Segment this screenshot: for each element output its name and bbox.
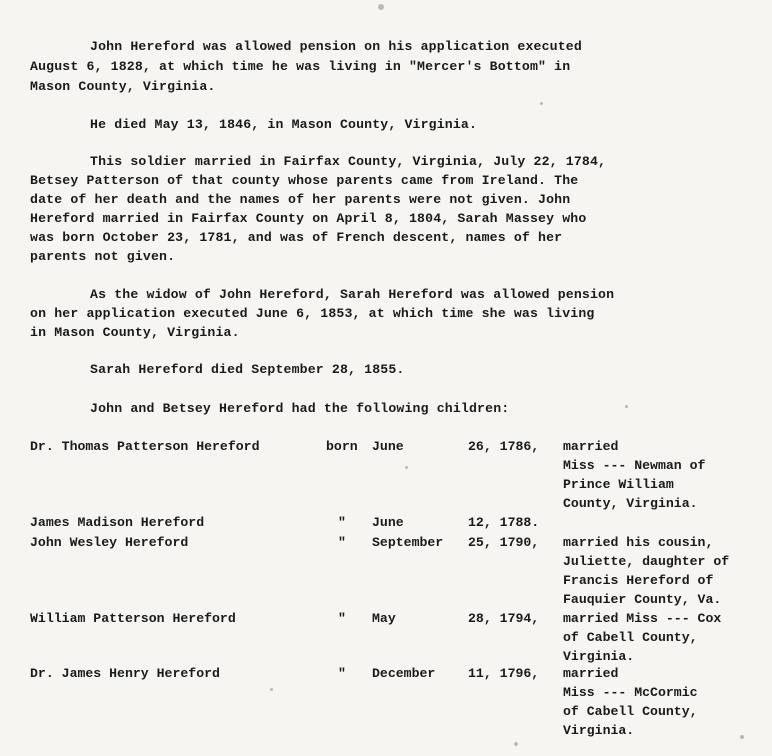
child-birth-month: May	[372, 611, 396, 626]
para2-line1: He died May 13, 1846, in Mason County, Virginia.	[90, 117, 478, 132]
child-birth-date: 26, 1786,	[468, 439, 540, 454]
speck	[378, 4, 384, 10]
child-birth-month: June	[372, 439, 404, 454]
child-note: Miss --- McCormic	[563, 685, 698, 700]
child-name: John Wesley Hereford	[30, 535, 189, 550]
speck	[405, 466, 408, 469]
child-birth-month: June	[372, 515, 404, 530]
child-note: of Cabell County,	[563, 704, 698, 719]
child-born: "	[338, 611, 346, 626]
child-birth-date: 28, 1794,	[468, 611, 540, 626]
speck	[625, 405, 628, 408]
child-note: County, Virginia.	[563, 496, 698, 511]
speck	[514, 742, 518, 746]
child-birth-month: September	[372, 535, 444, 550]
child-born: "	[338, 515, 346, 530]
speck	[740, 735, 744, 739]
child-note: Miss --- Newman of	[563, 458, 706, 473]
child-note: Prince William	[563, 477, 674, 492]
para3-line4: Hereford married in Fairfax County on April 8, 1804, Sarah Massey who	[30, 211, 587, 226]
child-born: born	[326, 439, 358, 454]
child-birth-date: 11, 1796,	[468, 666, 540, 681]
child-birth-date: 12, 1788.	[468, 515, 540, 530]
child-note: married	[563, 439, 619, 454]
child-born: "	[338, 666, 346, 681]
para4-line2: on her application executed June 6, 1853, at which time she was living	[30, 306, 595, 321]
speck	[540, 102, 543, 105]
para5-line1: Sarah Hereford died September 28, 1855.	[90, 362, 405, 377]
child-note: married	[563, 666, 619, 681]
para3-line1: This soldier married in Fairfax County, Virginia, July 22, 1784,	[90, 154, 607, 169]
para3-line5: was born October 23, 1781, and was of French descent, names of her	[30, 230, 563, 245]
child-note: Virginia.	[563, 723, 635, 738]
para1-line1: John Hereford was allowed pension on his application executed	[90, 39, 582, 54]
para3-line2: Betsey Patterson of that county whose parents came from Ireland. The	[30, 173, 579, 188]
para1-line3: Mason County, Virginia.	[30, 79, 216, 94]
para3-line6: parents not given.	[30, 249, 176, 264]
child-birth-date: 25, 1790,	[468, 535, 540, 550]
child-note: Juliette, daughter of	[563, 554, 730, 569]
child-note: married Miss --- Cox	[563, 611, 722, 626]
child-name: Dr. James Henry Hereford	[30, 666, 220, 681]
child-born: "	[338, 535, 346, 550]
speck	[270, 688, 273, 691]
child-name: Dr. Thomas Patterson Hereford	[30, 439, 260, 454]
child-name: William Patterson Hereford	[30, 611, 236, 626]
para1-line2: August 6, 1828, at which time he was living in "Mercer's Bottom" in	[30, 59, 571, 74]
child-note: Virginia.	[563, 649, 635, 664]
child-note: Francis Hereford of	[563, 573, 714, 588]
child-note: of Cabell County,	[563, 630, 698, 645]
child-note: Fauquier County, Va.	[563, 592, 722, 607]
child-name: James Madison Hereford	[30, 515, 205, 530]
para6-line1: John and Betsey Hereford had the following children:	[90, 401, 510, 416]
para4-line1: As the widow of John Hereford, Sarah Hereford was allowed pension	[90, 287, 615, 302]
child-note: married his cousin,	[563, 535, 714, 550]
child-birth-month: December	[372, 666, 436, 681]
para3-line3: date of her death and the names of her parents were not given. John	[30, 192, 571, 207]
para4-line3: in Mason County, Virginia.	[30, 325, 240, 340]
